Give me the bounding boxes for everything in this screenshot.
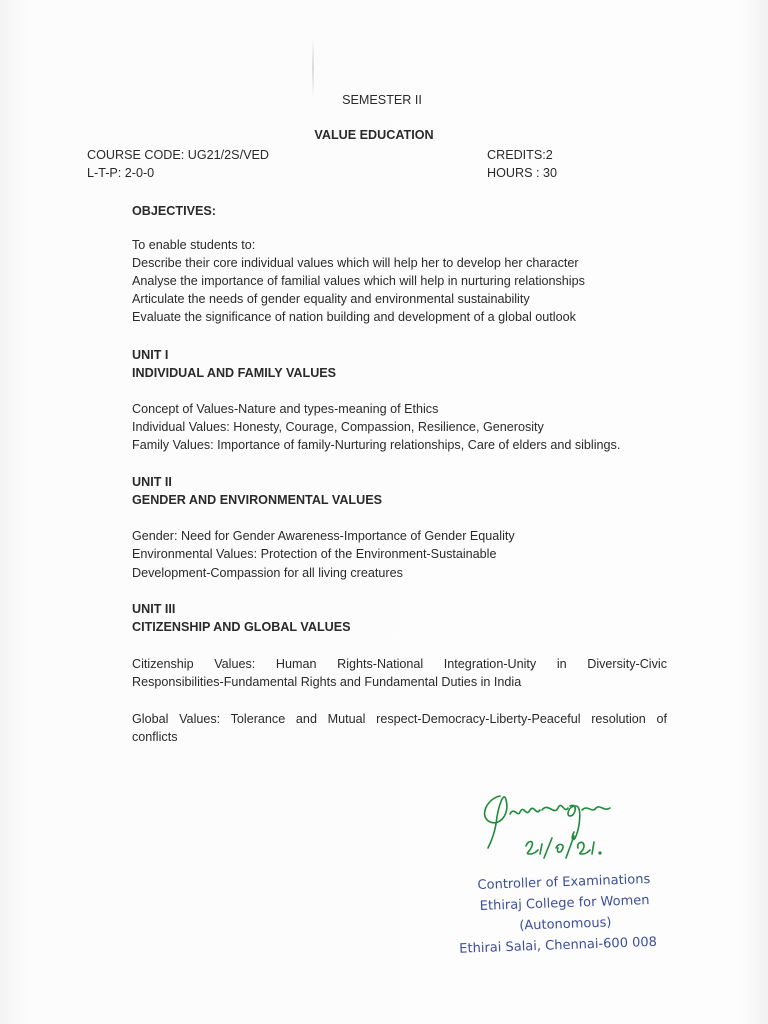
unit-content-line: Individual Values: Honesty, Courage, Compassion, Resilience, Generosity bbox=[132, 420, 544, 434]
paper-fold-mark bbox=[312, 38, 314, 98]
ltp-value: L-T-P: 2-0-0 bbox=[87, 166, 155, 180]
objective-item: Articulate the needs of gender equality and environmental sustainability bbox=[132, 292, 530, 306]
unit-title: GENDER AND ENVIRONMENTAL VALUES bbox=[132, 493, 383, 507]
unit-paragraph-line: Responsibilities-Fundamental Rights and Fundamental Duties in India bbox=[132, 675, 522, 689]
unit-paragraph-line: conflicts bbox=[132, 730, 178, 744]
objectives-intro: To enable students to: bbox=[132, 238, 256, 252]
unit-title: INDIVIDUAL AND FAMILY VALUES bbox=[132, 366, 337, 380]
unit-content-line: Development-Compassion for all living creatures bbox=[132, 566, 403, 580]
stamp-line: Ethiraj College for Women bbox=[479, 893, 650, 914]
objective-item: Evaluate the significance of nation building and development of a global outlook bbox=[132, 310, 576, 324]
unit-paragraph-line: Citizenship Values: Human Rights-National Integration-Unity in Diversity-Civic bbox=[132, 657, 667, 671]
credits-value: CREDITS:2 bbox=[487, 148, 553, 162]
stamp-line: (Autonomous) bbox=[519, 915, 612, 934]
objectives-heading: OBJECTIVES: bbox=[132, 204, 216, 218]
objective-item: Analyse the importance of familial values which will help in nurturing relationships bbox=[132, 274, 585, 288]
handwritten-signature bbox=[470, 776, 650, 866]
course-title: VALUE EDUCATION bbox=[314, 128, 434, 142]
unit-content-line: Concept of Values-Nature and types-meaning of Ethics bbox=[132, 402, 439, 416]
unit-content-line: Gender: Need for Gender Awareness-Importance of Gender Equality bbox=[132, 529, 515, 543]
unit-title: CITIZENSHIP AND GLOBAL VALUES bbox=[132, 620, 351, 634]
semester-heading: SEMESTER II bbox=[342, 93, 422, 107]
unit-label: UNIT III bbox=[132, 602, 176, 616]
hours-value: HOURS : 30 bbox=[487, 166, 557, 180]
unit-content-line: Family Values: Importance of family-Nurturing relationships, Care of elders and siblings. bbox=[132, 438, 621, 452]
unit-content-line: Environmental Values: Protection of the Environment-Sustainable bbox=[132, 547, 497, 561]
stamp-line: Controller of Examinations bbox=[477, 872, 651, 894]
unit-label: UNIT II bbox=[132, 475, 172, 489]
stamp-line: Ethirai Salai, Chennai-600 008 bbox=[459, 934, 658, 957]
course-code: COURSE CODE: UG21/2S/VED bbox=[87, 148, 269, 162]
controller-stamp bbox=[429, 867, 702, 960]
objective-item: Describe their core individual values which will help her to develop her character bbox=[132, 256, 579, 270]
unit-paragraph-line: Global Values: Tolerance and Mutual respect-Democracy-Liberty-Peaceful resolution of bbox=[132, 712, 667, 726]
unit-label: UNIT I bbox=[132, 348, 169, 362]
